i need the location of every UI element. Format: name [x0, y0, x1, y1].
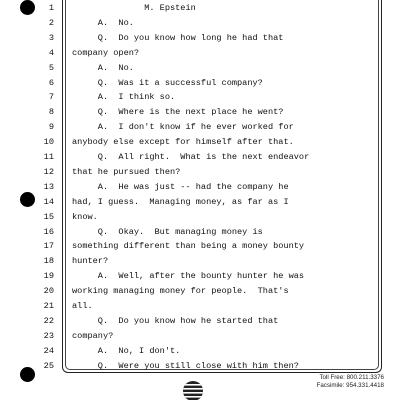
transcript-line [0, 239, 400, 254]
transcript-line [0, 16, 400, 31]
line-text: Q. All right. What is the next endeavor [72, 152, 310, 162]
line-text: working managing money for people. That's [72, 286, 289, 297]
line-number: 8 [48, 107, 54, 118]
transcript-line [0, 46, 400, 61]
line-number: 20 [43, 286, 54, 297]
line-text: anybody else except for himself after that. [72, 137, 294, 148]
line-number: 25 [43, 360, 54, 371]
transcript-line [0, 269, 400, 284]
line-text: A. I think so. [72, 92, 176, 103]
transcript-line [0, 61, 400, 76]
transcript-line [0, 1, 400, 16]
line-text: know. [72, 211, 98, 222]
transcript-line [0, 210, 400, 225]
line-number: 16 [43, 226, 54, 237]
line-number: 23 [43, 330, 54, 341]
line-number: 6 [48, 77, 54, 88]
line-number: 7 [48, 92, 54, 103]
line-text: Q. Were you still close with him then? [72, 360, 299, 371]
line-number: 1 [48, 3, 54, 13]
transcript-line [0, 31, 400, 46]
line-number: 10 [43, 137, 54, 148]
line-number: 24 [43, 345, 54, 356]
toll-free-number: Toll Free: 800.211.3376 [319, 374, 384, 381]
transcript-line [0, 314, 400, 329]
line-text: Q. Okay. But managing money is [72, 226, 263, 237]
transcript-line [0, 359, 400, 374]
facsimile-number: Facsimile: 954.331.4418 [316, 382, 384, 389]
transcript-line [0, 254, 400, 269]
contact-footer [317, 374, 384, 390]
line-text: Q. Was it a successful company? [72, 77, 263, 88]
line-number: 18 [43, 256, 54, 267]
line-text: A. No. [72, 17, 134, 28]
transcript-line [0, 165, 400, 180]
line-text: company open? [72, 47, 140, 58]
transcript-line [0, 76, 400, 91]
line-text: A. He was just -- had the company he [72, 181, 289, 192]
line-text: hunter? [72, 256, 109, 267]
line-text: Q. Where is the next place he went? [72, 107, 284, 118]
line-text: A. I don't know if he ever worked for [72, 122, 294, 133]
line-number: 3 [48, 32, 54, 43]
transcript-line [0, 120, 400, 135]
line-number: 9 [48, 122, 54, 133]
transcript-line [0, 105, 400, 120]
line-number: 21 [43, 301, 54, 311]
line-number: 5 [48, 62, 54, 73]
line-number: 12 [43, 166, 54, 177]
line-number: 22 [43, 315, 54, 326]
transcript-line [0, 329, 400, 344]
transcript-line [0, 180, 400, 195]
line-text: A. No, I don't. [72, 345, 181, 356]
line-number: 4 [48, 47, 54, 58]
line-text: A. Well, after the bounty hunter he was [72, 271, 305, 282]
line-number: 2 [48, 17, 54, 28]
transcript-line [0, 135, 400, 150]
line-number: 14 [43, 196, 54, 207]
line-text: something different than being a money bounty [72, 241, 305, 252]
line-text: M. Epstein [72, 3, 196, 13]
transcript-line [0, 344, 400, 359]
transcript-line [0, 150, 400, 165]
line-text: had, I guess. Managing money, as far as I [72, 196, 289, 207]
line-text: Q. Do you know how he started that [72, 315, 279, 326]
line-text: all. [72, 301, 93, 311]
line-number: 15 [43, 211, 54, 222]
line-number: 17 [43, 241, 54, 252]
line-number: 13 [43, 181, 54, 192]
line-text: A. No. [72, 62, 134, 73]
line-number: 11 [43, 152, 54, 162]
transcript-line [0, 195, 400, 210]
court-reporter-logo [180, 378, 206, 400]
line-number: 19 [43, 271, 54, 282]
line-text: company? [72, 330, 114, 341]
transcript-line [0, 284, 400, 299]
line-text: Q. Do you know how long he had that [72, 32, 284, 43]
transcript-line [0, 90, 400, 105]
transcript-line [0, 299, 400, 314]
line-text: that he pursued then? [72, 166, 181, 177]
transcript-line [0, 225, 400, 240]
